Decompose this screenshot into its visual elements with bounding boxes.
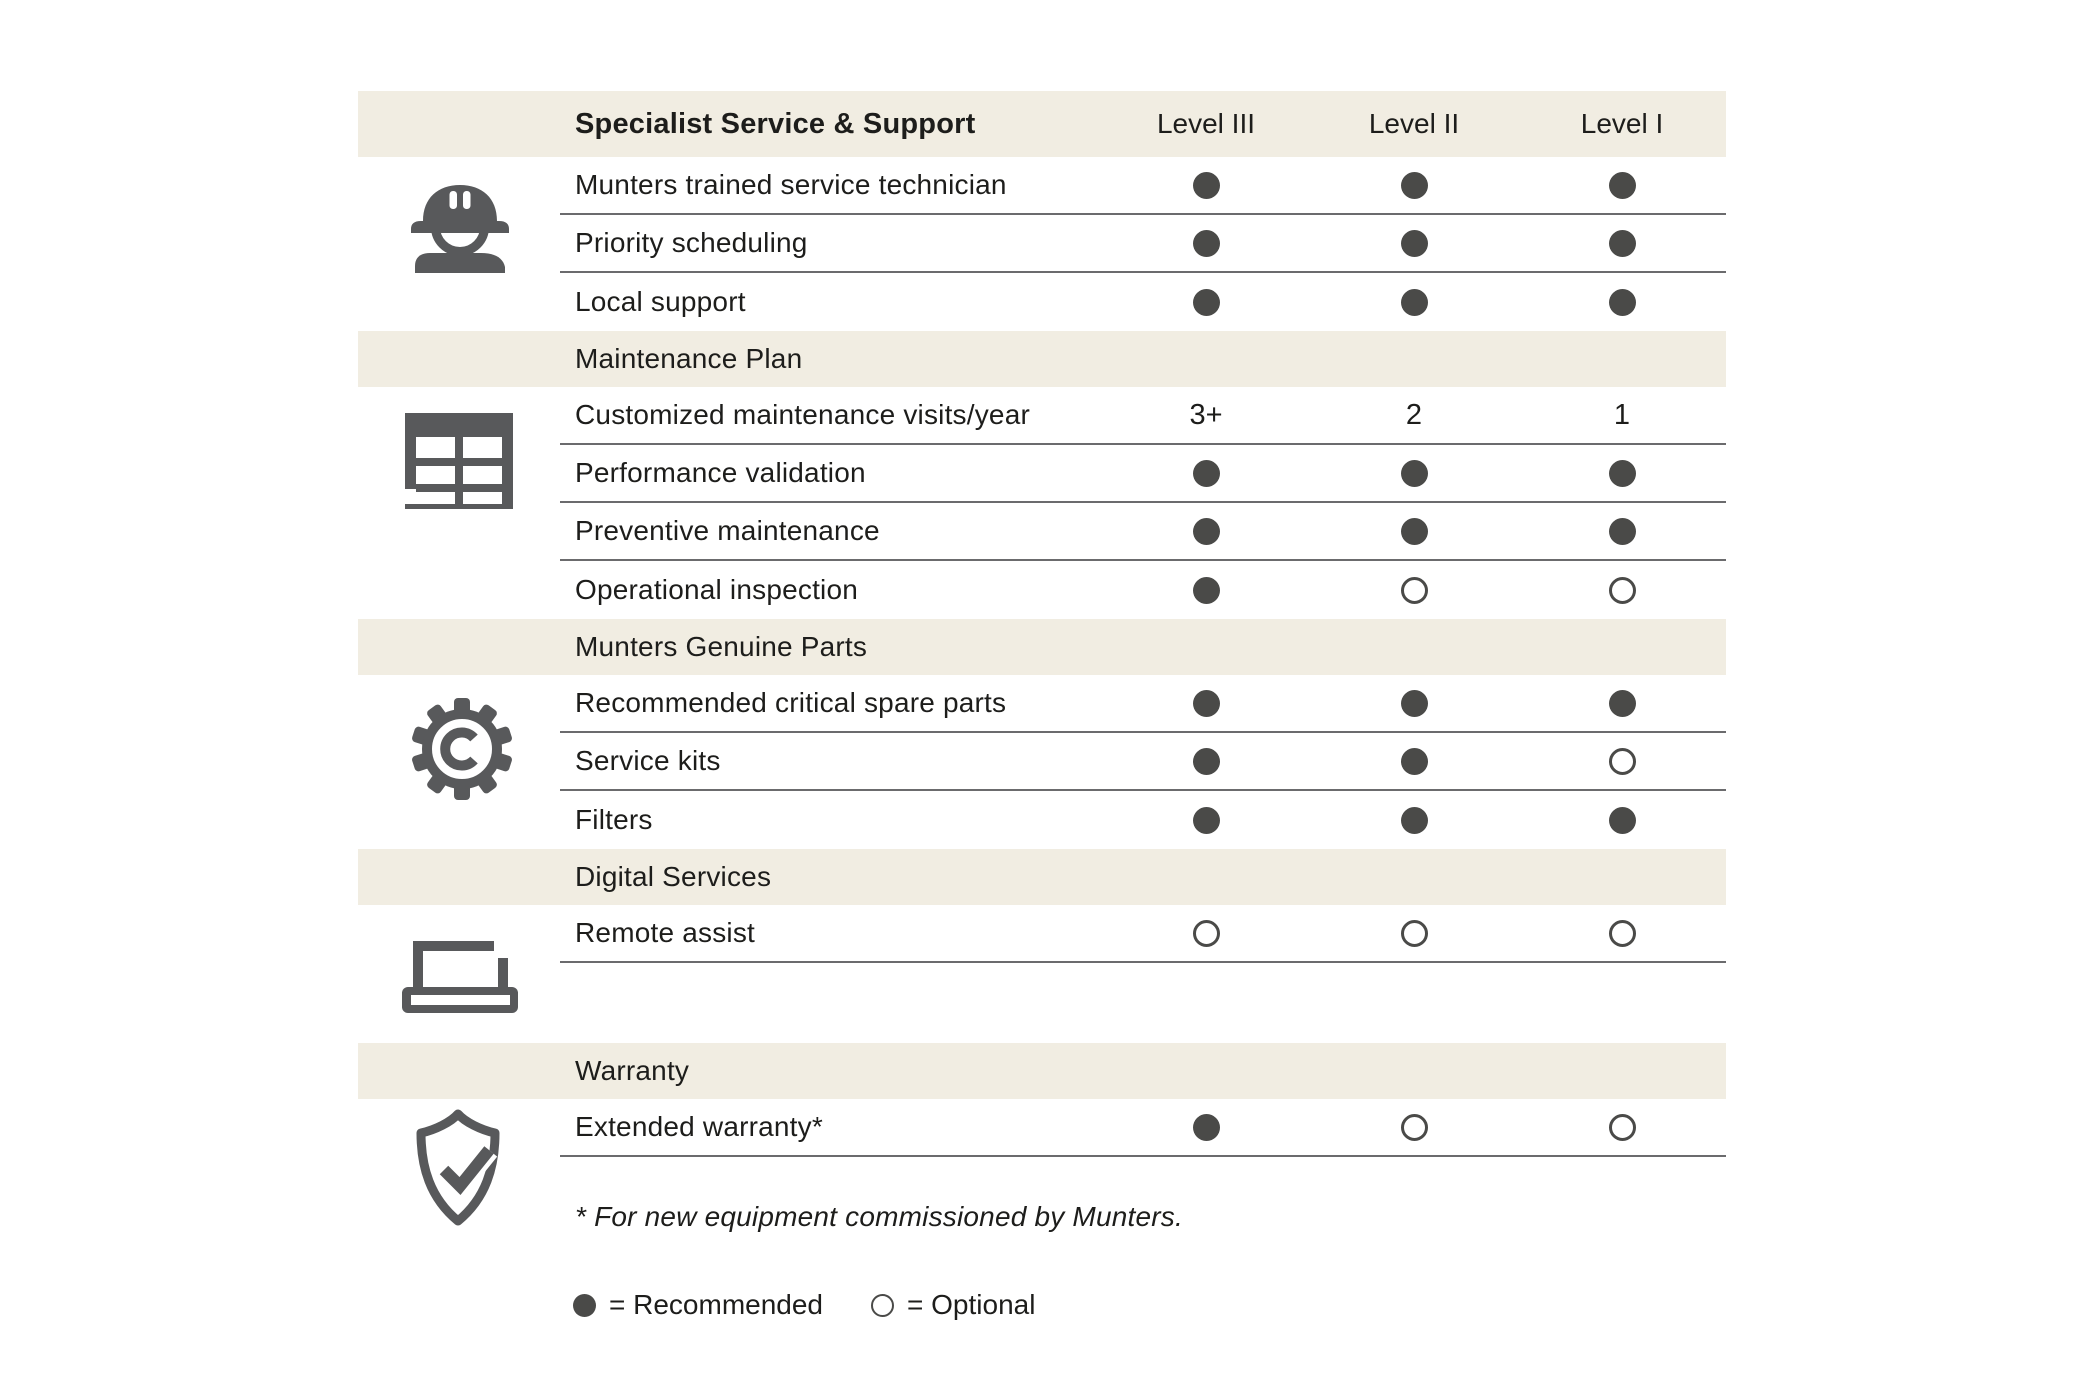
recommended-dot-icon xyxy=(1193,289,1220,316)
service-levels-table xyxy=(358,91,1726,1321)
table-row xyxy=(560,503,1726,561)
optional-circle-icon xyxy=(1609,920,1636,947)
level-iii-mark xyxy=(1102,577,1310,604)
level-i-mark xyxy=(1518,577,1726,604)
legend xyxy=(573,1289,1726,1321)
recommended-dot-icon xyxy=(1609,518,1636,545)
section-title: Maintenance Plan xyxy=(575,343,803,374)
table-title: Specialist Service & Support xyxy=(575,107,976,140)
row-label: Preventive maintenance xyxy=(575,515,880,546)
technician-icon xyxy=(407,169,513,281)
column-header-level-ii: Level II xyxy=(1368,108,1460,139)
column-header-level-iii: Level III xyxy=(1156,108,1256,139)
recommended-dot-icon xyxy=(1193,690,1220,717)
legend-item-optional xyxy=(871,1289,1035,1321)
recommended-dot-icon xyxy=(1193,460,1220,487)
level-i-mark xyxy=(1518,920,1726,947)
section-title: Warranty xyxy=(575,1055,690,1086)
level-i-mark xyxy=(1518,172,1726,199)
level-i-mark xyxy=(1518,460,1726,487)
level-iii-mark xyxy=(1102,460,1310,487)
table-row xyxy=(560,273,1726,331)
level-i-mark xyxy=(1518,690,1726,717)
laptop-icon xyxy=(398,931,522,1017)
table-row xyxy=(560,387,1726,445)
table-row xyxy=(560,791,1726,849)
recommended-dot-icon xyxy=(1193,518,1220,545)
optional-circle-icon xyxy=(1193,920,1220,947)
recommended-dot-icon xyxy=(1193,748,1220,775)
row-label: Extended warranty* xyxy=(575,1111,823,1142)
section-band xyxy=(358,619,1726,675)
row-label: Performance validation xyxy=(575,457,866,488)
section-rows xyxy=(358,1099,1726,1157)
column-header-level-i: Level I xyxy=(1580,108,1664,139)
section-maintenance-plan xyxy=(358,331,1726,619)
level-i-mark: 1 xyxy=(1613,398,1631,431)
table-header-row xyxy=(358,91,1726,157)
section-spacer xyxy=(358,963,1726,1043)
row-label: Remote assist xyxy=(575,917,755,948)
section-rows xyxy=(358,675,1726,849)
level-i-mark xyxy=(1518,289,1726,316)
recommended-dot-icon xyxy=(1609,807,1636,834)
section-rows xyxy=(358,157,1726,331)
recommended-dot-icon xyxy=(1401,230,1428,257)
table-row xyxy=(560,157,1726,215)
section-munters-genuine-parts xyxy=(358,619,1726,849)
table-row xyxy=(560,733,1726,791)
section-band xyxy=(358,331,1726,387)
section-band xyxy=(358,1043,1726,1099)
gear-icon xyxy=(405,692,519,806)
recommended-dot-icon xyxy=(1609,230,1636,257)
recommended-dot-icon xyxy=(1609,172,1636,199)
level-ii-mark xyxy=(1310,748,1518,775)
optional-circle-icon xyxy=(1609,748,1636,775)
legend-optional-label: = Optional xyxy=(907,1289,1036,1320)
level-i-mark xyxy=(1518,1114,1726,1141)
level-i-mark xyxy=(1518,518,1726,545)
level-iii-mark xyxy=(1102,690,1310,717)
level-ii-mark xyxy=(1310,172,1518,199)
optional-circle-icon xyxy=(1401,920,1428,947)
level-ii-mark xyxy=(1310,460,1518,487)
level-i-mark xyxy=(1518,807,1726,834)
recommended-dot-icon xyxy=(1193,230,1220,257)
section-digital-services xyxy=(358,849,1726,1043)
section-warranty xyxy=(358,1043,1726,1157)
level-iii-mark xyxy=(1102,230,1310,257)
recommended-dot-icon xyxy=(1609,690,1636,717)
row-label: Local support xyxy=(575,286,746,317)
row-label: Munters trained service technician xyxy=(575,169,1007,200)
recommended-dot-icon xyxy=(1193,807,1220,834)
level-ii-mark xyxy=(1310,1114,1518,1141)
recommended-dot-icon xyxy=(1401,807,1428,834)
table-row xyxy=(560,445,1726,503)
level-ii-mark xyxy=(1310,690,1518,717)
optional-circle-icon xyxy=(871,1294,894,1317)
row-label: Service kits xyxy=(575,745,721,776)
level-ii-mark xyxy=(1310,920,1518,947)
optional-circle-icon xyxy=(1609,1114,1636,1141)
recommended-dot-icon xyxy=(1609,289,1636,316)
table-row xyxy=(560,905,1726,963)
level-ii-mark: 2 xyxy=(1405,398,1423,431)
row-label: Customized maintenance visits/year xyxy=(575,399,1030,430)
section-band xyxy=(358,849,1726,905)
row-label: Operational inspection xyxy=(575,574,859,605)
row-label: Recommended critical spare parts xyxy=(575,687,1007,718)
level-ii-mark xyxy=(1310,807,1518,834)
level-ii-mark xyxy=(1310,518,1518,545)
row-label: Filters xyxy=(575,804,653,835)
level-iii-mark xyxy=(1102,518,1310,545)
recommended-dot-icon xyxy=(1609,460,1636,487)
level-iii-mark xyxy=(1102,920,1310,947)
table-icon xyxy=(405,413,513,511)
section-title: Munters Genuine Parts xyxy=(575,631,868,662)
section-rows xyxy=(358,387,1726,619)
level-iii-mark xyxy=(1102,289,1310,316)
section-rows xyxy=(358,905,1726,1043)
footnote: * For new equipment commissioned by Munters. xyxy=(575,1201,1183,1232)
optional-circle-icon xyxy=(1401,1114,1428,1141)
optional-circle-icon xyxy=(1609,577,1636,604)
recommended-dot-icon xyxy=(1193,1114,1220,1141)
level-iii-mark xyxy=(1102,1114,1310,1141)
table-row xyxy=(560,215,1726,273)
level-ii-mark xyxy=(1310,577,1518,604)
legend-recommended-label: = Recommended xyxy=(609,1289,824,1320)
section-specialist-service-support xyxy=(358,91,1726,331)
table-row xyxy=(560,675,1726,733)
recommended-dot-icon xyxy=(1401,690,1428,717)
optional-circle-icon xyxy=(1401,577,1428,604)
recommended-dot-icon xyxy=(1401,289,1428,316)
level-i-mark xyxy=(1518,748,1726,775)
table-row xyxy=(560,1099,1726,1157)
section-title: Digital Services xyxy=(575,861,772,892)
shield-check-icon xyxy=(408,1107,508,1229)
recommended-dot-icon xyxy=(1401,460,1428,487)
table-row xyxy=(560,561,1726,619)
legend-item-recommended xyxy=(573,1289,823,1321)
row-label: Priority scheduling xyxy=(575,227,808,258)
level-i-mark xyxy=(1518,230,1726,257)
level-iii-mark: 3+ xyxy=(1189,398,1223,431)
recommended-dot-icon xyxy=(1401,172,1428,199)
level-ii-mark xyxy=(1310,289,1518,316)
recommended-dot-icon xyxy=(1193,172,1220,199)
level-iii-mark xyxy=(1102,807,1310,834)
recommended-dot-icon xyxy=(1401,748,1428,775)
level-iii-mark xyxy=(1102,172,1310,199)
level-ii-mark xyxy=(1310,230,1518,257)
recommended-dot-icon xyxy=(1193,577,1220,604)
recommended-dot-icon xyxy=(1401,518,1428,545)
level-iii-mark xyxy=(1102,748,1310,775)
recommended-dot-icon xyxy=(573,1294,596,1317)
